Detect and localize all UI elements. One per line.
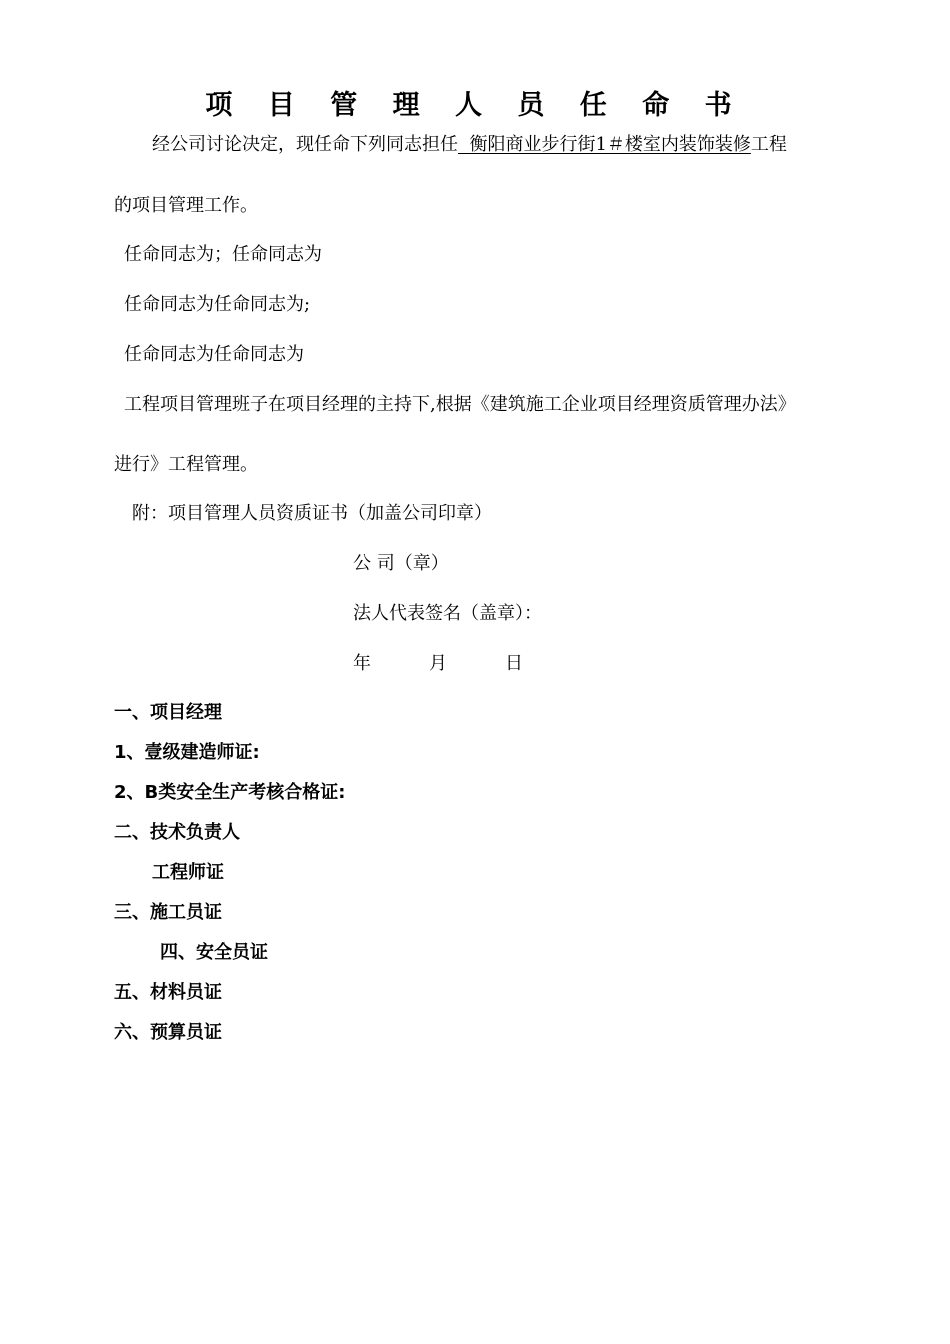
section-heading: 五、材料员证 [114,982,222,1003]
company-seal-line: 公 司（章） [353,553,449,574]
legal-rep-signature-line: 法人代表签名（盖章）： [353,603,542,624]
document-title: 项 目 管 理 人 员 任 命 书 [205,90,745,121]
date-day: 日 [505,653,523,674]
date-month: 月 [429,653,447,674]
attachment-note: 附：项目管理人员资质证书（加盖公司印章） [132,503,492,524]
management-text-line-1: 工程项目管理班子在项目经理的主持下,根据《建筑施工企业项目经理资质管理办法》 [124,394,796,415]
section-heading: 三、施工员证 [114,902,222,923]
intro-paragraph [152,133,787,157]
intro-prefix: 经公司讨论决定，现任命下列同志担任 [152,134,458,155]
appointment-line-3: 任命同志为任命同志为 [124,344,304,365]
section-heading: 一、项目经理 [114,702,222,723]
section-item: 工程师证 [152,862,224,883]
project-name: 衡阳商业步行街1＃楼室内装饰装修 [458,134,751,155]
management-text-line-2: 进行》工程管理。 [114,454,258,475]
date-year: 年 [353,653,371,674]
appointment-line-1: 任命同志为；任命同志为 [124,244,322,265]
date-line [353,652,523,676]
section-heading: 六、预算员证 [114,1022,222,1043]
section-heading: 四、安全员证 [160,942,268,963]
section-heading: 二、技术负责人 [114,822,240,843]
section-item: 1、壹级建造师证: [114,742,260,763]
intro-suffix: 工程 [750,134,787,155]
section-item: 2、B类安全生产考核合格证: [114,782,346,803]
intro-continuation: 的项目管理工作。 [114,195,258,216]
appointment-line-2: 任命同志为任命同志为; [124,294,311,315]
